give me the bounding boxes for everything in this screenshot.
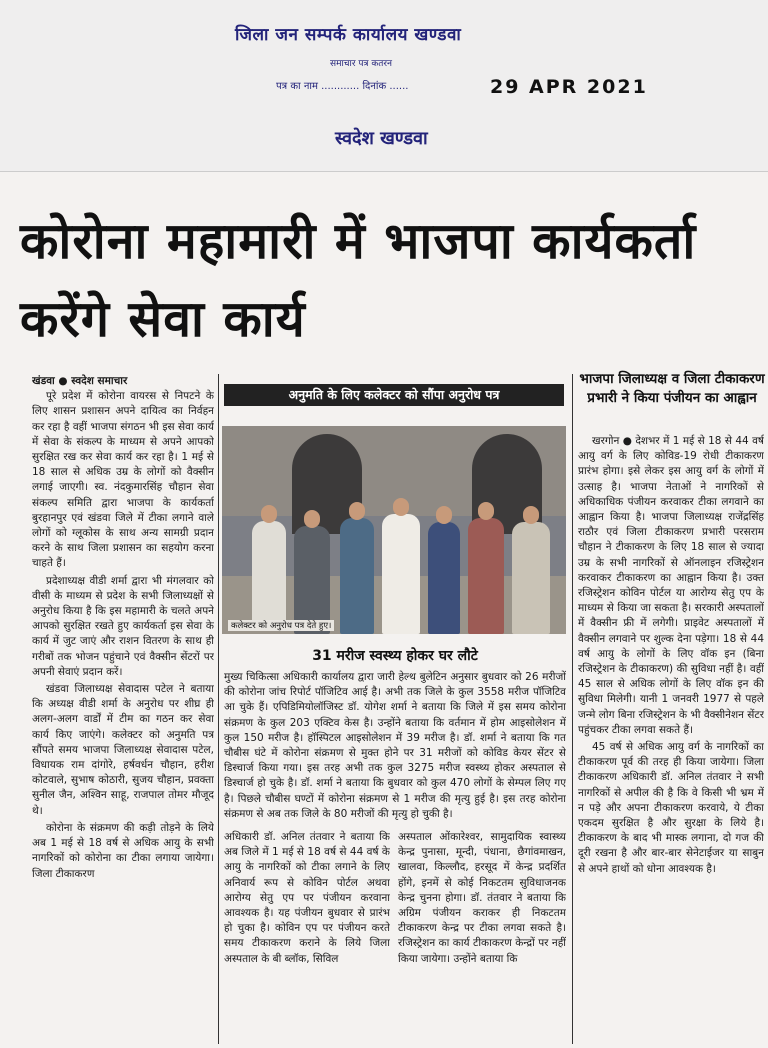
photo-title: अनुमति के लिए कलेक्टर को सौंपा अनुरोध पत्र — [224, 384, 564, 406]
left-column — [32, 374, 214, 1044]
side-article-title: भाजपा जिलाध्यक्ष व जिला टीकाकरण प्रभारी ने किया पंजीयन का आह्वान — [579, 371, 765, 406]
stamp-subtitle: समाचार पत्र कतरन — [330, 59, 393, 69]
side-article-body — [578, 434, 764, 1044]
paragraph: प्रदेशाध्यक्ष वीडी शर्मा द्वारा भी मंगलवार को वीसी के माध्यम से प्रदेश के सभी जिलाध्यक्षों से अनुरोध किया है कि इस महामारी के चलते अपने आपको सुरक्षित रखते हुए कार्यकर्ता इस सेवा के कार्य में जुट जाएं और राशन वितरण के साथ ही गरीबों तक भोजन पहुंचाने एवं वैक्सीन सेंटरों पर अपनी सेवाएं प्रदान करें। — [32, 574, 214, 678]
sub-article-body — [224, 670, 566, 822]
paragraph: मुख्य चिकित्सा अधिकारी कार्यालय द्वारा जारी हेल्थ बुलेटिन अनुसार बुधवार को 26 मरीजों की कोरोना जांच रिपोर्ट पॉजिटिव आई है। अभी तक जिले के कुल 3558 मरीज पॉजिटिव आ चुके हैं। एपिडिमियोलॉजिस्ट डॉ. योगेश शर्मा ने बताया कि जिले में इस समय कोरोना संक्रमण के कुल 203 एक्टिव केस है। उन्होंने बताया कि वर्तमान में होम आइसोलेशन में कुल 150 मरीज है। हॉस्पिटल आइसोलेशन में 39 मरीज है। डॉ. शर्मा ने बताया कि गत चौबीस घंटे में कोरोना संक्रमण से मुक्त होने पर 31 मरीजों को कोविड केयर सेंटर से डिस्चार्ज किया गया। इस तरह अभी तक कुल 3275 मरीज स्वस्थ्य होकर अस्पताल से डिस्चार्ज हो चुके है। डॉ. शर्मा ने बताया कि बुधवार को कुल 470 लोगों के सेम्पल लिए गए है। पिछले चौबीस घण्टों में कोरोना संक्रमण से 1 मरीज की मृत्यु हुई है। इस तरह कोरोना संक्रमण से अब तक जिले के 80 मरीजों की मृत्यु हो चुकी है। — [224, 671, 566, 820]
paragraph: पूरे प्रदेश में कोरोना वायरस से निपटने के लिए शासन प्रशासन अपने दायित्व का निर्वहन कर रहा है वहीं भाजपा संगठन भी इस सेवा कार्य में सेवा के संकल्प के माध्यम से अपने आपको सुरक्षित रख कर सेवा कार्य कर रहा है। 1 मई से 18 साल से अधिक उम्र के लोगों को वैक्सीन लगाई जाएगी। स्व. नंदकुमारसिंह चौहान सेवा संकल्प समिति द्वारा भाजपा के कार्यकर्ता बुरहानपुर एवं खंडवा जिले में टीका लगाने वाले लोगों को ग्लूकोस के साथ अन्य सामग्री प्रदान करने के साथ जिला प्रशासन का सहयोग करना चाहते हैं। — [32, 390, 214, 570]
sub-article-title: 31 मरीज स्वस्थ्य होकर घर लौटे — [312, 648, 478, 664]
press-clipping-stamp — [0, 0, 768, 175]
stamp-form-line: पत्र का नाम ............ दिनांक ...... — [276, 81, 409, 92]
column-divider — [572, 374, 573, 1044]
middle-column-b — [398, 830, 566, 1044]
paragraph: खंडवा जिलाध्यक्ष सेवादास पटेल ने बताया कि अध्यक्ष वीडी शर्मा के अनुरोध पर शीघ्र ही अलग-अलग वार्डों में टीम का गठन कर सेवा कार्य किए जाएंगे। कलेक्टर को अनुमति पत्र सौंपते समय भाजपा जिलाध्यक्ष सेवादास पटेल, विधायक राम दांगोरे, हर्षवर्धन चौहान, हरीश कोटवाले, सुभाष कोठारी, सुजय चौहान, प्रवक्ता सुनील जैन, अश्विन साहू, राजपाल तोमर मौजूद थे। — [32, 683, 214, 817]
column-divider — [218, 374, 219, 1044]
paragraph: 45 वर्ष से अधिक आयु वर्ग के नागरिकों का टीकाकरण पूर्व की तरह ही किया जायेगा। जिला टीकाकरण अधिकारी डॉ. अनिल तंतवार ने सभी नागरिकों से अपील की है कि वे किसी भी भ्रम में न पड़े और अपना टीकाकरण करवाये, ये टीका एकदम सुरक्षित है और सुरक्षा के लिये है। टीकाकरण के बाद भी मास्क लगाना, दो गज की दूरी रखना है और बार-बार सेनेटाईजर या साबुन से अपने हाथों को धोना आवश्यक है। — [578, 741, 764, 875]
paragraph: अधिकारी डॉ. अनिल तंतवार ने बताया कि अब जिले में 1 मई से 18 वर्ष से 44 वर्ष के आयु के नागरिकों को टीका लगाने के लिए अनिवार्य रूप से कोविन पोर्टल अथवा आरोग्य सेतु एप पर पंजीयन करवाना आवश्यक है। यह पंजीयन बुधवार से प्रारंभ हो चुका है। कोविन एप पर पंजीयन करते समय टीकाकरण कराने के लिये जिला अस्पताल के बी ब्लॉक, सिविल — [224, 831, 390, 965]
paragraph: खरगोन ● देशभर में 1 मई से 18 से 44 वर्ष आयु वर्ग के लिए कोविड-19 रोधी टीकाकरण प्रारंभ होगा। इसे लेकर इस आयु वर्ग के लोगों में उत्साह है। भाजपा नेताओं ने नागरिकों से अधिकाधिक पंजीयन करवाकर टीका लगवाने का आह्वान किया है। भाजपा जिलाध्यक्ष राजेंद्रसिंह राठौर एवं जिला टीकाकरण प्रभारी परसराम चौहान ने टीकाकरण के लिए 18 साल से ज्यादा उम्र के सभी नागरिकों से ऑनलाइन रजिस्ट्रेशन करवाकर टीकाकरण का आह्वान किया है। उक्त रजिस्ट्रेशन कोविन पोर्टल या आरोग्य सेतु एप के माध्यम से किया जा सकता है। सरकारी अस्पतालों में वैक्सीन फ्री में लगेगी। प्राइवेट अस्पतालों में वैक्सीन लगवाने पर शुल्क देना पड़ेगा। 18 से 44 वर्ष आयु के लोगों के लिए वॉक इन (बिना रजिस्ट्रेशन के टीकाकरण) की सुविधा नहीं है। वहीं 45 साल से अधिक लोगों के लिए वॉक इन की सुविधा मिलेगी। यानी 1 जनवरी 1977 से पहले जन्मे लोग बिना रजिस्ट्रेशन के भी वैक्सीनेशन सेंटर पहुंचकर टीका लगवा सकते हैं। — [578, 435, 764, 736]
newspaper-name: स्वदेश खण्डवा — [335, 128, 428, 149]
office-name: जिला जन सम्पर्क कार्यालय खण्डवा — [235, 25, 462, 45]
paragraph: अस्पताल ओंकारेश्वर, सामुदायिक स्वास्थ्य केन्द्र पुनासा, मून्दी, पंधाना, छैगांवमाखन, खालवा, किल्लौद, हरसूद में केन्द्र प्रदर्शित होंगे, इनमें से कोई निकटतम सुविधाजनक केन्द्र चुनना होगा। डॉ. तंतवार ने बताया कि अग्रिम पंजीयन कराकर ही निकटतम टीकाकरण केन्द्र पर टीका लगवा सकते है। रजिस्ट्रेशन का कार्य टीकाकरण केन्द्रों पर नहीं किया जायेगा। उन्होंने बताया कि — [398, 831, 566, 965]
stamp-date: 29 APR 2021 — [490, 76, 648, 98]
article-headline: कोरोना महामारी में भाजपा कार्यकर्ता करेंगे सेवा कार्य — [20, 212, 697, 348]
paragraph: कोरोना के संक्रमण की कड़ी तोड़ने के लिये अब 1 मई से 18 वर्ष से अधिक आयु के सभी नागरिकों को कोरोना का टीका लगाया जायेगा। जिला टीकाकरण — [32, 821, 214, 880]
byline: खंडवा ● स्वदेश समाचार — [32, 375, 128, 387]
news-photo — [222, 426, 566, 634]
newspaper-clipping — [0, 172, 768, 1048]
middle-column-a — [224, 830, 390, 1044]
photo-caption: कलेक्टर को अनुरोध पत्र देते हुए। — [228, 620, 334, 631]
